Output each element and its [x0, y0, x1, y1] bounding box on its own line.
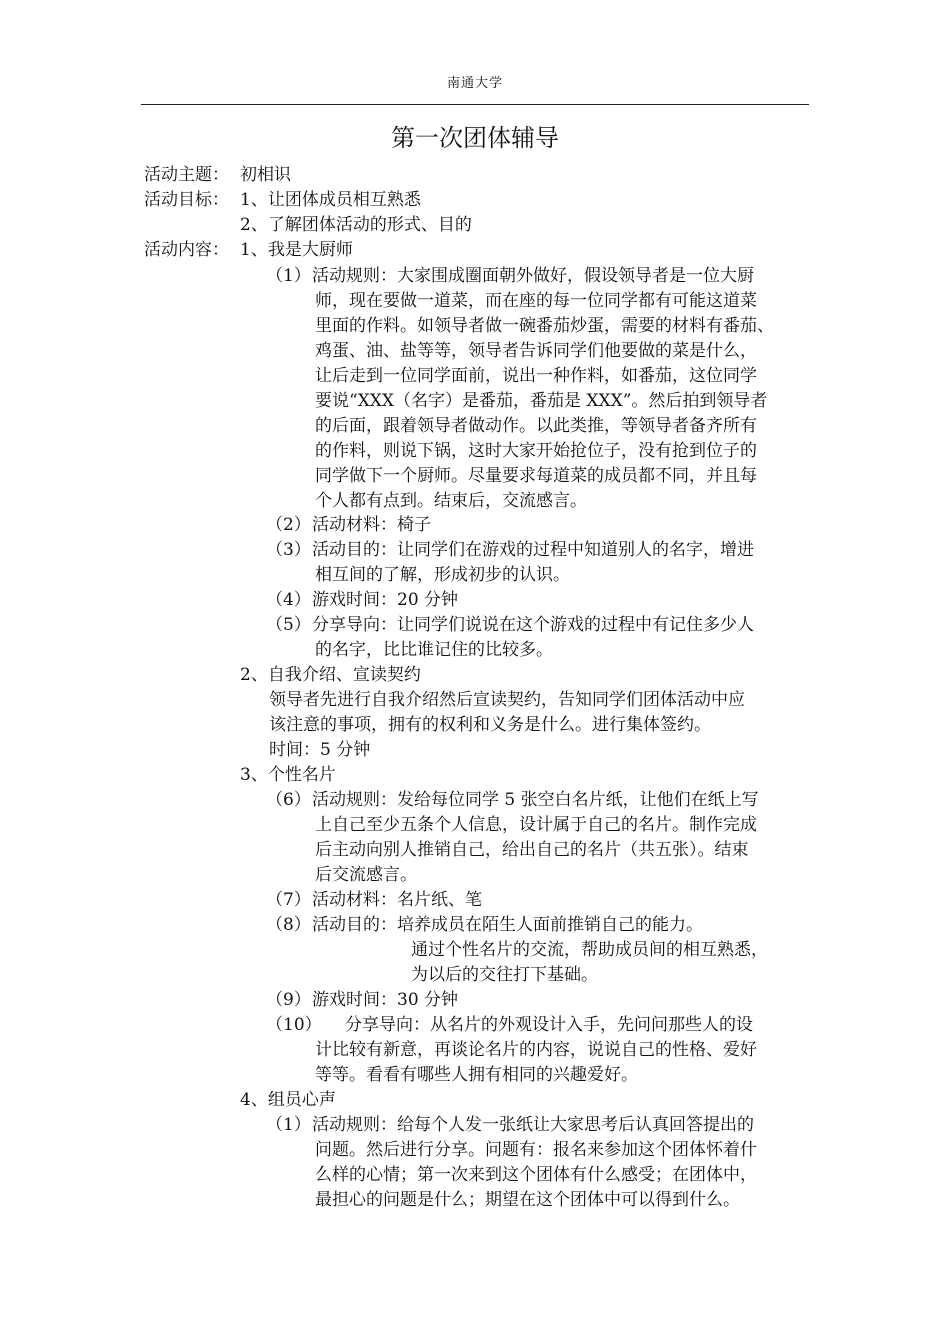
item-text: 上自己至少五条个人信息，设计属于自己的名片。制作完成: [315, 815, 757, 835]
item-text: 的后面，跟着领导者做动作。以此类推，等领导者备齐所有: [315, 416, 757, 436]
header-divider: [141, 104, 809, 105]
item-number: （8）: [266, 915, 311, 935]
activity-text: 该注意的事项，拥有的权利和义务是什么。进行集体签约。: [269, 715, 711, 735]
item-text: 里面的作料。如领导者做一碗番茄炒蛋，需要的材料有番茄、: [315, 316, 774, 336]
item-number: （1）: [266, 266, 311, 286]
goals-label: 活动目标：: [144, 190, 229, 210]
item-text: 的名字，比比谁记住的比较多。: [315, 640, 553, 660]
item-text: 活动材料：椅子: [312, 515, 431, 535]
document-title: 第一次团体辅导: [391, 124, 559, 152]
item-text: 活动规则：发给每位同学 5 张空白名片纸，让他们在纸上写: [312, 790, 759, 810]
activity-heading: 3、个性名片: [240, 765, 336, 785]
item-text: 要说“XXX（名字）是番茄，番茄是 XXX”。然后拍到领导者: [315, 391, 768, 411]
item-text: 等等。看看有哪些人拥有相同的兴趣爱好。: [315, 1065, 638, 1085]
goal-item: 2、了解团体活动的形式、目的: [240, 215, 472, 235]
item-number: （2）: [266, 515, 311, 535]
item-text: 活动目的：培养成员在陌生人面前推销自己的能力。: [312, 915, 703, 935]
activity-heading: 1、我是大厨师: [240, 240, 353, 260]
item-text: 游戏时间：30 分钟: [312, 990, 459, 1010]
activity-heading: 2、自我介绍、宣读契约: [240, 665, 421, 685]
activity-text: 时间：5 分钟: [269, 740, 371, 760]
item-number: （6）: [266, 790, 311, 810]
item-text: 相互间的了解，形成初步的认识。: [315, 565, 570, 585]
item-text: 鸡蛋、油、盐等等，领导者告诉同学们他要做的菜是什么，: [315, 341, 757, 361]
item-text: 活动规则：给每个人发一张纸让大家思考后认真回答提出的: [312, 1115, 754, 1135]
item-text: 同学做下一个厨师。尽量要求每道菜的成员都不同，并且每: [315, 466, 757, 486]
item-text: 后交流感言。: [315, 865, 417, 885]
item-text: 分享导向：让同学们说说在这个游戏的过程中有记住多少人: [312, 615, 754, 635]
content-label: 活动内容：: [144, 240, 229, 260]
activity-text: 领导者先进行自我介绍然后宣读契约，告知同学们团体活动中应: [269, 690, 745, 710]
item-text: 活动目的：让同学们在游戏的过程中知道别人的名字，增进: [312, 540, 754, 560]
topic-label: 活动主题：: [144, 165, 229, 185]
item-number: （1）: [266, 1115, 311, 1135]
item-text: 计比较有新意，再谈论名片的内容，说说自己的性格、爱好: [315, 1040, 757, 1060]
item-number: （4）: [266, 590, 311, 610]
page-header-school: 南通大学: [446, 76, 503, 91]
activity-heading: 4、组员心声: [240, 1090, 336, 1110]
item-number: （9）: [266, 990, 311, 1010]
item-text: 么样的心情；第一次来到这个团体有什么感受；在团体中，: [315, 1165, 757, 1185]
item-text: 活动规则：大家围成圈面朝外做好，假设领导者是一位大厨: [312, 266, 754, 286]
item-text: 后主动向别人推销自己，给出自己的名片（共五张）。结束: [315, 840, 749, 860]
item-text: 让后走到一位同学面前，说出一种作料，如番茄，这位同学: [315, 366, 757, 386]
item-number: （7）: [266, 890, 311, 910]
item-text: 的作料，则说下锅，这时大家开始抢位子，没有抢到位子的: [315, 441, 757, 461]
item-text: 个人都有点到。结束后，交流感言。: [315, 491, 587, 511]
item-number: （5）: [266, 615, 311, 635]
item-text: 活动材料：名片纸、笔: [312, 890, 482, 910]
item-text: 游戏时间：20 分钟: [312, 590, 459, 610]
topic-value: 初相识: [240, 165, 291, 185]
item-text: 师，现在要做一道菜，而在座的每一位同学都有可能这道菜: [315, 291, 757, 311]
item-text: 通过个性名片的交流，帮助成员间的相互熟悉，: [411, 940, 768, 960]
item-text: 为以后的交往打下基础。: [411, 965, 598, 985]
item-text: 问题。然后进行分享。问题有：报名来参加这个团体怀着什: [315, 1140, 757, 1160]
item-number: （10）: [266, 1015, 322, 1035]
item-number: （3）: [266, 540, 311, 560]
goal-item: 1、让团体成员相互熟悉: [240, 190, 421, 210]
item-text: 分享导向：从名片的外观设计入手，先问问那些人的设: [345, 1015, 753, 1035]
item-text: 最担心的问题是什么；期望在这个团体中可以得到什么。: [315, 1190, 740, 1210]
